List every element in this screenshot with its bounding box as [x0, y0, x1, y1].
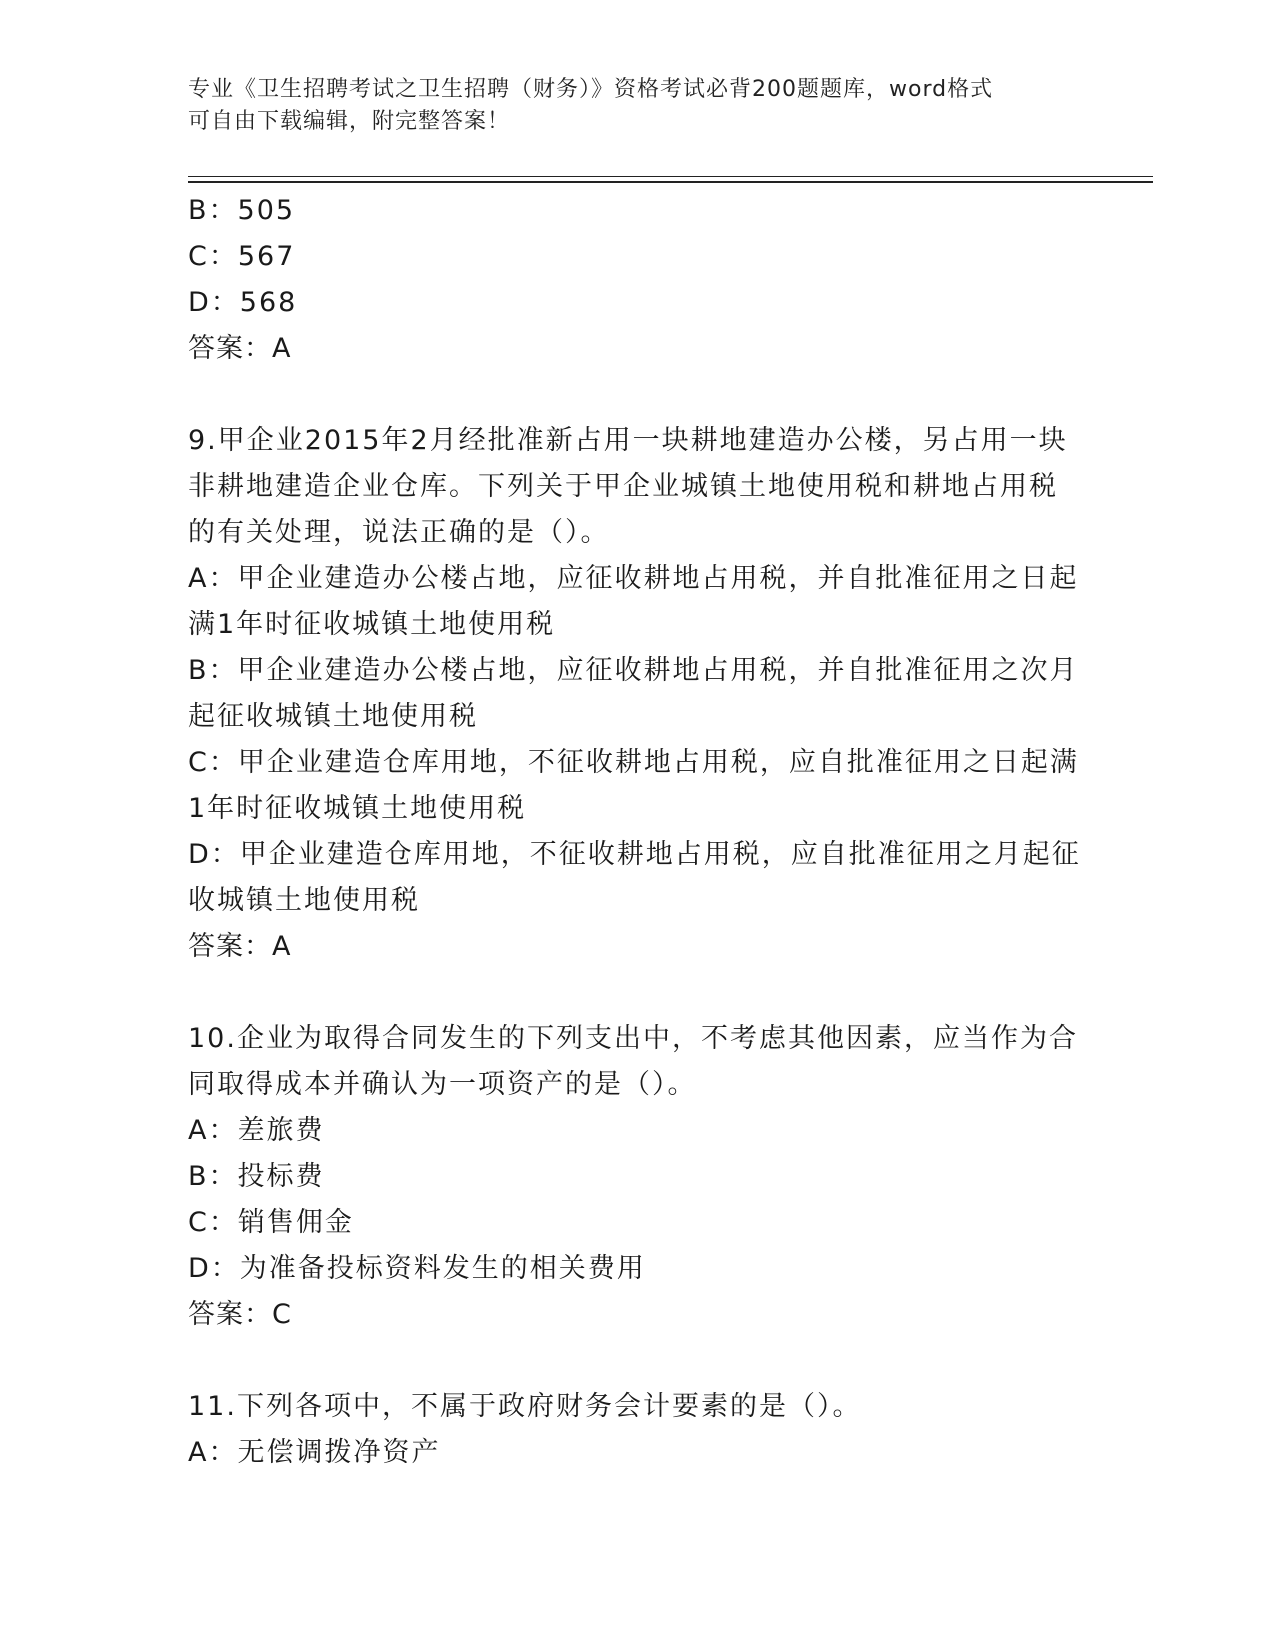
- header-title-line-2: 可自由下载编辑，附完整答案！: [188, 109, 511, 134]
- header-divider-thick: [188, 181, 1153, 183]
- question-10: [188, 1016, 1088, 1338]
- option-line: C：567: [188, 241, 296, 272]
- option-line: C：销售佣金: [188, 1207, 354, 1238]
- option-line: B：投标费: [188, 1161, 325, 1192]
- option-line: C：甲企业建造仓库用地，不征收耕地占用税，应自批准征用之日起满: [188, 747, 1079, 778]
- question-stem-line: 同取得成本并确认为一项资产的是（）。: [188, 1069, 697, 1100]
- answer-line: 答案：A: [188, 333, 292, 364]
- option-line: A：甲企业建造办公楼占地，应征收耕地占用税，并自批准征用之日起: [188, 563, 1079, 594]
- option-line: 满1年时征收城镇土地使用税: [188, 609, 556, 640]
- header-divider-thin: [188, 176, 1153, 177]
- question-9: [188, 418, 1088, 970]
- question-stem-line: 的有关处理，说法正确的是（）。: [188, 517, 610, 548]
- spacer: [188, 1338, 1088, 1384]
- question-stem-line: 11.下列各项中，不属于政府财务会计要素的是（）。: [188, 1391, 862, 1422]
- answer-line: 答案：C: [188, 1299, 292, 1330]
- question-content: [188, 188, 1088, 1476]
- question-8-tail: [188, 188, 1088, 372]
- question-11: [188, 1384, 1088, 1476]
- option-line: 收城镇土地使用税: [188, 885, 420, 916]
- header-title-line-1: 专业《卫生招聘考试之卫生招聘（财务）》资格考试必背200题题库，word格式: [188, 77, 994, 102]
- question-stem-line: 9.甲企业2015年2月经批准新占用一块耕地建造办公楼，另占用一块: [188, 425, 1068, 456]
- option-line: B：505: [188, 195, 296, 226]
- option-line: D：568: [188, 287, 298, 318]
- answer-line: 答案：A: [188, 931, 292, 962]
- spacer: [188, 372, 1088, 418]
- option-line: A：差旅费: [188, 1115, 325, 1146]
- question-stem-line: 10.企业为取得合同发生的下列支出中，不考虑其他因素，应当作为合: [188, 1023, 1078, 1054]
- spacer: [188, 970, 1088, 1016]
- option-line: B：甲企业建造办公楼占地，应征收耕地占用税，并自批准征用之次月: [188, 655, 1079, 686]
- option-line: D：为准备投标资料发生的相关费用: [188, 1253, 646, 1284]
- option-line: 起征收城镇土地使用税: [188, 701, 478, 732]
- option-line: 1年时征收城镇土地使用税: [188, 793, 527, 824]
- question-stem-line: 非耕地建造企业仓库。下列关于甲企业城镇土地使用税和耕地占用税: [188, 471, 1058, 502]
- page-header: [188, 74, 1088, 138]
- option-line: D：甲企业建造仓库用地，不征收耕地占用税，应自批准征用之月起征: [188, 839, 1081, 870]
- option-line: A：无偿调拨净资产: [188, 1437, 441, 1468]
